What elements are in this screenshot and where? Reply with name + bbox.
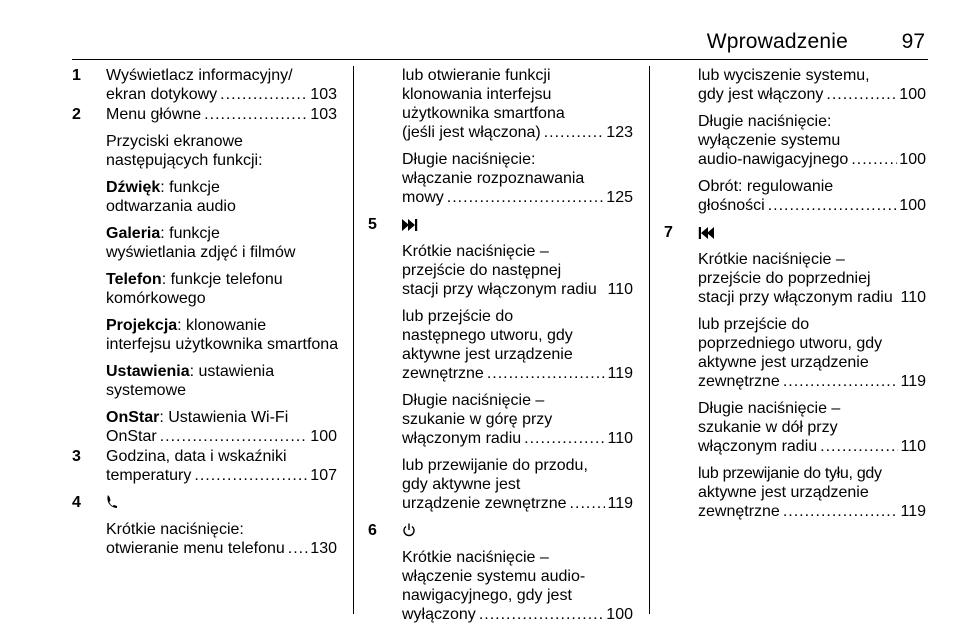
page-ref: 103	[310, 86, 337, 103]
index-line: włączonym radiu ..... 110	[402, 429, 633, 448]
entry-number: 3	[72, 448, 81, 465]
previous-track-icon	[698, 223, 714, 242]
entry-1	[72, 66, 337, 104]
header-rule	[72, 59, 928, 60]
feature-ustawienia: Ustawienia: ustawienia systemowe	[106, 363, 275, 399]
page-ref: 107	[310, 467, 337, 484]
index-line: gdy jest włączony ..... 100	[698, 85, 926, 104]
feature-telefon: Telefon: funkcje telefonu komórkowego	[106, 271, 283, 307]
next-track-icon	[402, 215, 418, 234]
feature-onstar: OnStar: Ustawienia Wi-Fi OnStar ..... 100	[106, 408, 337, 446]
index-line: włączonym radiu ..... 110	[698, 437, 926, 456]
entry-text: ekran dotykowy	[106, 86, 218, 103]
column-divider	[649, 66, 650, 614]
page-ref: 119	[900, 373, 926, 390]
index-line: (jeśli jest włączona) ..... 123	[402, 123, 633, 142]
page-ref: 119	[900, 503, 926, 520]
page-ref: 110	[900, 438, 926, 455]
index-line: zewnętrzne ..... 119	[402, 364, 633, 383]
entry-7: 7 Krótkie naciśnięcie – przejście do poprzedniej stacji przy włączonym radiu 110 lub przejście do poprzedniego utworu, gdy aktywne jest urządzenie zewnętrzne ..... 119 Długie naciśnięcie – szukanie w dół przy włączonym radiu ..... 110 lub przewijanie do tyłu, gdy aktywne jest urządzenie zewnętrzne ..... 119	[664, 223, 926, 521]
feature-dzwiek: Dźwięk: funkcje odtwarzania audio	[106, 179, 236, 215]
index-line: wyłączony ..... 100	[402, 605, 633, 624]
page-header	[0, 0, 960, 60]
entry-text: temperatury	[106, 467, 192, 484]
page-ref: 125	[606, 189, 633, 206]
index-line: zewnętrzne ..... 119	[698, 502, 926, 521]
page-ref: 110	[900, 289, 926, 306]
column-3	[664, 66, 926, 521]
index-line: OnStar ..... 100	[106, 427, 337, 446]
page-ref: 100	[310, 428, 337, 445]
page-title: Wprowadzenie	[706, 30, 848, 53]
entry-2	[72, 105, 337, 446]
page-ref: 100	[899, 197, 926, 214]
paragraph: Przyciski ekranowe następujących funkcji:	[106, 133, 263, 169]
entry-number: 7	[664, 224, 673, 241]
power-icon	[402, 521, 416, 540]
entry-5: 5 Krótkie naciśnięcie – przejście do następnej stacji przy włączonym radiu 110 lub przejście do następnego utworu, gdy aktywne jest urządzenie zewnętrzne ..... 119 Długie naciśnięcie – szukanie w górę przy włączonym radiu ..... 110 lub przewijanie do przodu, gdy aktywne jest urządzenie zewnętrzne ..... 119	[368, 215, 633, 513]
index-line: urządzenie zewnętrzne ..... 119	[402, 494, 633, 513]
page-ref: 100	[606, 606, 633, 623]
index-line: stacji przy włączonym radiu 110	[698, 289, 926, 306]
page-ref: 100	[899, 151, 926, 168]
index-line: stacji przy włączonym radiu 110	[402, 281, 633, 298]
page-ref: 130	[310, 540, 337, 557]
column-2	[368, 66, 633, 624]
page-ref: 103	[310, 106, 337, 123]
page-ref: 110	[607, 281, 633, 298]
index-line	[106, 105, 337, 124]
entry-number: 1	[72, 67, 81, 84]
continuation-block: lub otwieranie funkcji klonowania interfejsu użytkownika smartfona (jeśli jest włączona) ..... 123 Długie naciśnięcie: włączanie rozpoznawania mowy ..... 125	[368, 66, 633, 207]
entry-6: 6 Krótkie naciśnięcie – włączenie systemu audio- nawigacyjnego, gdy jest wyłączony ..... 100	[368, 521, 633, 624]
index-line	[106, 466, 337, 485]
index-line: otwieranie menu telefonu ..... 130	[106, 539, 337, 558]
entry-number: 2	[72, 106, 81, 123]
continuation-block: lub wyciszenie systemu, gdy jest włączony ..... 100 Długie naciśnięcie: wyłączenie systemu audio-nawigacyjnego ..... 100 Obrót: regulowanie głośności ..... 100	[664, 66, 926, 215]
entry-number: 5	[368, 216, 377, 233]
index-line: głośności ..... 100	[698, 196, 926, 215]
entry-text: Godzina, data i wskaźniki	[106, 448, 287, 465]
index-line: mowy ..... 125	[402, 188, 633, 207]
column-divider	[353, 66, 354, 614]
page-ref: 119	[607, 495, 633, 512]
entry-number: 4	[72, 494, 81, 511]
column-1	[72, 66, 337, 558]
page-ref: 110	[607, 430, 633, 447]
page-number: 97	[901, 30, 925, 53]
index-line	[106, 85, 337, 104]
phone-icon	[106, 493, 118, 512]
index-line: audio-nawigacyjnego ..... 100	[698, 150, 926, 169]
entry-text: Wyświetlacz informacyjny/	[106, 67, 293, 84]
entry-3	[72, 447, 337, 485]
page-ref: 123	[606, 124, 633, 141]
entry-text: Menu główne	[106, 106, 202, 123]
entry-4: 4 Krótkie naciśnięcie: otwieranie menu telefonu ..... 130	[72, 493, 337, 558]
entry-number: 6	[368, 522, 377, 539]
feature-galeria: Galeria: funkcje wyświetlania zdjęć i filmów	[106, 225, 296, 261]
feature-projekcja: Projekcja: klonowanie interfejsu użytkownika smartfona	[106, 317, 339, 353]
page-ref: 119	[607, 365, 633, 382]
page-ref: 100	[899, 86, 926, 103]
index-line: zewnętrzne ..... 119	[698, 372, 926, 391]
